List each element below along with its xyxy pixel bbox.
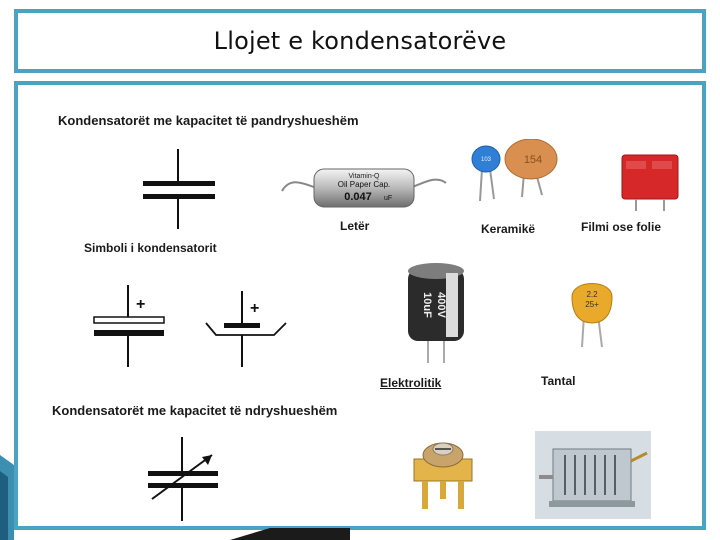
slide-title: Llojet e kondensatorëve	[213, 27, 507, 55]
svg-text:uF: uF	[384, 195, 393, 202]
svg-text:400V: 400V	[435, 292, 447, 318]
plus-sign: +	[136, 296, 146, 313]
symbol-label: Simboli i kondensatorit	[84, 241, 217, 255]
tantalum-capacitor-image	[566, 275, 618, 351]
title-box	[14, 9, 706, 73]
variable-capacitor-symbol	[142, 435, 222, 523]
electrolytic-capacitor-image	[404, 261, 470, 365]
film-label: Filmi ose folie	[581, 220, 662, 234]
tantalum-label: Tantal	[541, 374, 576, 388]
paper-capacitor-image	[280, 161, 448, 217]
paper-label: Letër	[340, 219, 370, 233]
svg-text:Vitamin-Q: Vitamin-Q	[348, 173, 380, 180]
air-variable-capacitor-image	[535, 431, 651, 519]
capacitor-symbol	[133, 145, 223, 231]
film-capacitor-image	[612, 151, 684, 215]
svg-text:10uF: 10uF	[421, 292, 433, 318]
svg-text:25+: 25+	[585, 300, 599, 309]
svg-text:Oil Paper Cap.: Oil Paper Cap.	[337, 180, 391, 189]
plus-sign: +	[250, 300, 260, 317]
ceramic-label: Keramikë	[481, 222, 536, 236]
variable-capacitors-heading: Kondensatorët me kapacitet të ndryshueshëm	[52, 403, 338, 418]
trimmer-capacitor-image	[408, 433, 480, 517]
polarized-capacitor-symbol	[88, 283, 168, 369]
svg-text:103: 103	[480, 157, 492, 163]
decorative-bottom-shape	[230, 528, 350, 540]
decorative-left-stripes	[0, 455, 18, 540]
electrolytic-label: Elektrolitik	[380, 376, 442, 390]
content-frame	[14, 81, 706, 530]
ceramic-capacitor-image	[464, 139, 564, 219]
fixed-capacitors-heading: Kondensatorët me kapacitet të pandryshueshëm	[58, 113, 359, 128]
svg-text:154: 154	[523, 154, 543, 166]
svg-text:2.2: 2.2	[586, 290, 598, 299]
electrolytic-symbol	[202, 289, 302, 369]
svg-text:0.047: 0.047	[344, 191, 372, 203]
